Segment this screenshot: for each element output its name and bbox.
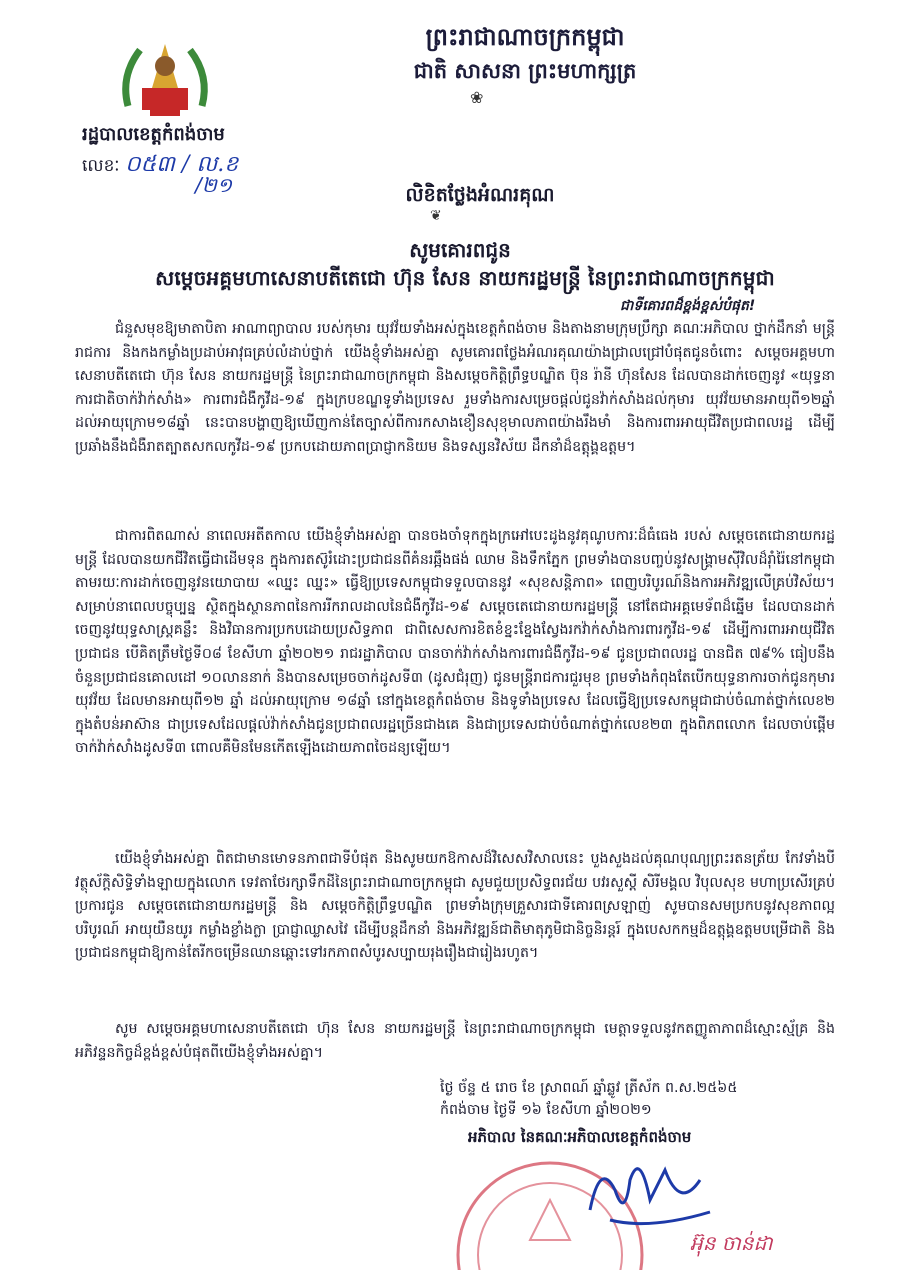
solar-date: កំពង់ចាម ថ្ងៃទី ១៦ ខែសីហា ឆ្នាំ២០២១: [440, 1102, 652, 1118]
national-motto: ជាតិ សាសនា ព្រះមហាក្សត្រ: [413, 59, 637, 83]
addressee: សម្តេចអគ្គមហាសេនាបតីតេជោ ហ៊ុន សែន នាយករដ្ឋមន្ត្រី នៃព្រះរាជាណាចក្រកម្ពុជា: [155, 266, 775, 290]
respect-line: ជាទីគោរពដ៏ខ្ពង់ខ្ពស់បំផុត!: [620, 298, 756, 314]
signer-title: អភិបាល នៃគណៈអភិបាលខេត្តកំពង់ចាម: [468, 1128, 692, 1146]
paragraph-3: យើងខ្ញុំទាំងអស់គ្នា ពិតជាមានមោទនភាពជាទីបំផុត និងសូមយកឱកាសដ៏វិសេសវិសាលនេះ បួងសួងដល់គុណបុណ្យព្រះរតនត្រ័យ កែវទាំងបី វត្ថុស័ក្តិសិទ្ធិទាំងឡាយក្នុងលោក ទេវតាថែរក្សាទឹកដីនៃព្រះរាជាណាចក្រកម្ពុជា សូមជួយប្រសិទ្ធពរជ័យ បវរសួស្តី សិរីមង្គល វិបុលសុខ មហាប្រសើរគ្រប់ប្រការជូន សម្តេចតេជោនាយករដ្ឋមន្ត្រី និង សម្តេចកិត្តិព្រឹទ្ធបណ្ឌិត ព្រមទាំងក្រុមគ្រួសារជាទីគោរពស្រឡាញ់ សូមបានសមប្រកបនូវសុខភាពល្អបរិបូរណ៍ អាយុយឺនយូរ កម្លាំងខ្លាំងក្លា ប្រាជ្ញាឈ្លាសវៃ ដើម្បីបន្តដឹកនាំ និងអភិវឌ្ឍន៍ជាតិមាតុភូមិជានិច្ចនិរន្តរ៍ ក្នុងបេសកកម្មដ៏ឧត្តុង្គឧត្តមបម្រើជាតិ និងប្រជាជនកម្ពុជាឱ្យកាន់តែរីកចម្រើនឈានឆ្ពោះទៅរកភាពសំបូរសប្បាយរុងរឿងជារៀងរហូត។: [75, 851, 835, 962]
kingdom-heading: ព្រះរាជាណាចក្រកម្ពុជា: [425, 23, 625, 51]
lunar-date: ថ្ងៃ ច័ន្ទ ៥ រោច ខែ ស្រាពណ៍ ឆ្នាំឆ្លូវ ត្រីស័ក ព.ស.២៥៦៥: [440, 1080, 738, 1096]
paragraph-1: ជំនួសមុខឱ្យមាតាបិតា អាណាព្យាបាល របស់កុមារ យុវវ័យទាំងអស់ក្នុងខេត្តកំពង់ចាម និងតាងនាមក្រុមប្រឹក្សា គណៈអភិបាល ថ្នាក់ដឹកនាំ មន្ត្រីរាជការ និងកងកម្លាំងប្រដាប់អាវុធគ្រប់លំដាប់ថ្នាក់ យើងខ្ញុំទាំងអស់គ្នា សូមគោរពថ្លែងអំណរគុណយ៉ាងជ្រាលជ្រៅបំផុតជូនចំពោះ សម្តេចអគ្គមហាសេនាបតីតេជោ ហ៊ុន សែន នាយករដ្ឋមន្ត្រី នៃព្រះរាជាណាចក្រកម្ពុជា និងសម្តេចកិត្តិព្រឹទ្ធបណ្ឌិត ប៊ុន រ៉ានី ហ៊ុនសែន ដែលបានដាក់ចេញនូវ «យុទ្ធនាការជាតិចាក់វ៉ាក់សាំង» ការពារជំងឺកូវីដ-១៩ ក្នុងក្របខណ្ឌទូទាំងប្រទេស រួមទាំងការសម្រេចផ្តល់ជូនវ៉ាក់សាំងដល់កុមារ យុវវ័យមានអាយុពី១២ឆ្នាំ ដល់អាយុក្រោម១៨ឆ្នាំ នេះបានបង្ហាញឱ្យឃើញកាន់តែច្បាស់ពីការកសាងខឿនសុខុមាលភាពយ៉ាងរឹងមាំ និងការពារអាយុជីវិតប្រជាពលរដ្ឋ ដើម្បីប្រឆាំងនឹងជំងឺរាតត្បាតសកលកូវីដ-១៩ ប្រកបដោយភាពប្រាជ្ញាកនិយម និងទស្សនវិស័យ ដឹកនាំដ៏ឧត្តុង្គឧត្តម។: [75, 321, 835, 455]
salutation: សូមគោរពជូន: [409, 238, 511, 262]
issuing-authority: រដ្ឋបាលខេត្តកំពង់ចាម: [82, 124, 225, 145]
national-emblem-icon: [110, 36, 220, 126]
paragraph-2: ជាការពិតណាស់ នាពេលអតីតកាល យើងខ្ញុំទាំងអស់គ្នា បានចងចាំទុកក្នុងក្រអៅបេះដូងនូវគុណូបការៈដ៏ធំធេង របស់ សម្តេចតេជោនាយករដ្ឋមន្ត្រី ដែលបានយកជីវិតធ្វើជាដើមទុន ក្នុងការតស៊ូរំដោះប្រជាជនពីគំនរឆ្អឹងផង់ ឈាម និងទឹកភ្នែក ព្រមទាំងបានបញ្ចប់នូវសង្គ្រាមស៊ីវិលដ៏រ៉ាំរ៉ៃនៅកម្ពុជា តាមរយៈការដាក់ចេញនូវនយោបាយ «ឈ្នះ ឈ្នះ» ធ្វើឱ្យប្រទេសកម្ពុជាទទួលបាននូវ «សុខសន្តិភាព» ពេញបរិបូរណ៍និងការអភិវឌ្ឍលើគ្រប់វិស័យ។ សម្រាប់នាពេលបច្ចុប្បន្ន ស្ថិតក្នុងស្ថានភាពនៃការរីករាលដាលនៃជំងឺកូវីដ-១៩ សម្តេចតេជោនាយករដ្ឋមន្ត្រី នៅតែជាអគ្គមេទ័ពដ៏ឆ្នើម ដែលបានដាក់ចេញនូវយុទ្ធសាស្ត្រគន្លឹះ និងវិធានការប្រកបដោយប្រសិទ្ធភាព ជាពិសេសការខិតខំខ្នះខ្នែងស្វែងរកវ៉ាក់សាំងការពារកូវីដ-១៩ ដើម្បីការពារអាយុជីវិតប្រជាជន បើគិតត្រឹមថ្ងៃទី០៨ ខែសីហា ឆ្នាំ២០២១ រាជរដ្ឋាភិបាល បានចាក់វ៉ាក់សាំងការពារជំងឺកូវីដ-១៩ ជូនប្រជាពលរដ្ឋ បានជិត ៧៩% ធៀបនឹងចំនួនប្រជាជនគោលដៅ ១០លាននាក់ និងបានសម្រេចចាក់ដូសទី៣ (ដូសជំរុញ) ជូនមន្ត្រីរាជការជួរមុខ ព្រមទាំងកំពុងតែបើកយុទ្ធនាការចាក់ជូនកុមារ យុវវ័យ ដែលមានអាយុពី១២ ឆ្នាំ ដល់អាយុក្រោម ១៨ឆ្នាំ នៅក្នុងខេត្តកំពង់ចាម និងទូទាំងប្រទេស ដែលធ្វើឱ្យប្រទេសកម្ពុជាជាប់ចំណាត់ថ្នាក់លេខ២ ក្នុងតំបន់អាស៊ាន ជាប្រទេសដែលផ្តល់វ៉ាក់សាំងជូនប្រជាពលរដ្ឋច្រើនជាងគេ និងជាប្រទេសជាប់ចំណាត់ថ្នាក់លេខ២៣ ក្នុងពិភពលោក ដែលចាប់ផ្តើមចាក់វ៉ាក់សាំងដូសទី៣ ពោលគឺមិនមែនកើតឡើងដោយភាពចៃដន្យឡើយ។: [75, 528, 835, 757]
reference-label: លេខៈ: [82, 156, 120, 176]
header-ornament-icon: ❀: [470, 88, 484, 107]
document-title: លិខិតថ្លែងអំណរគុណ: [405, 184, 555, 206]
paragraph-4: សូម សម្តេចអគ្គមហាសេនាបតីតេជោ ហ៊ុន សែន នាយករដ្ឋមន្ត្រី នៃព្រះរាជាណាចក្រកម្ពុជា មេត្តាទទួលនូវកតញ្ញូតាភាពដ៏ស្មោះស្ម័គ្រ និងអភិវន្ទនកិច្ចដ៏ខ្ពង់ខ្ពស់បំផុតពីយើងខ្ញុំទាំងអស់គ្នា។: [75, 1021, 835, 1061]
reference-year: /២១: [195, 173, 233, 197]
signature-icon: [570, 1150, 720, 1240]
reference-handwritten: ០៥៣ / ល.ខ: [124, 152, 239, 177]
title-ornament-icon: ❦: [430, 208, 442, 224]
signer-name: អ៊ុន ចាន់ដា: [690, 1231, 773, 1255]
